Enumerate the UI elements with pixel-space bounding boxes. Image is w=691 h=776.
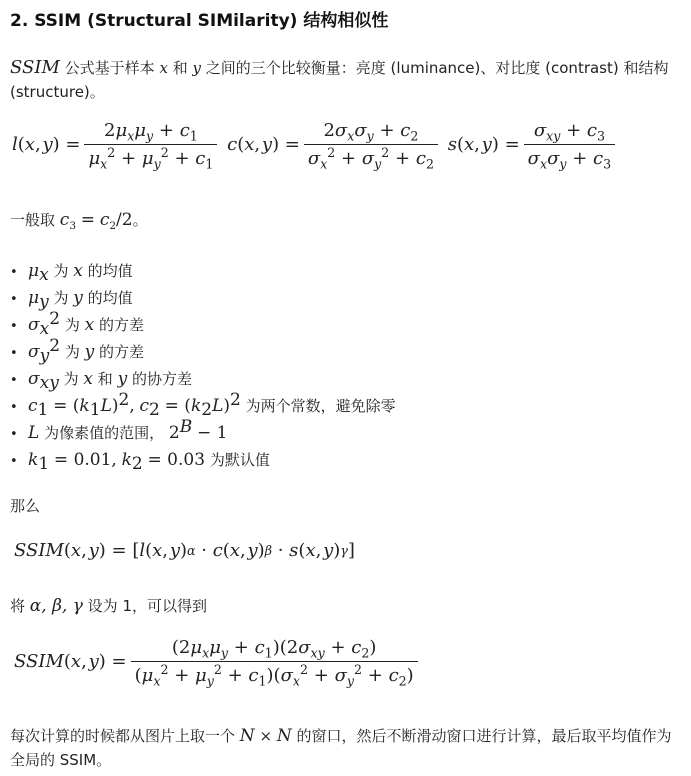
list-item: • $c_1 = (k_1L)^2$, $c_2 = (k_2L)^2$ 为两个常数，避免除零 bbox=[10, 390, 396, 420]
list-item: • L 为像素值的范围， $2^B - 1$ bbox=[10, 417, 228, 443]
variable-list bbox=[10, 258, 396, 474]
c3-note: 一般取 $c_3 = c_2/2$。 bbox=[10, 210, 148, 232]
then-text: 那么 bbox=[10, 497, 41, 515]
ssim-product-formula: SSIM ( x , y ) = [ l ( x , y ) α · c ( x , y ) β · s ( x , y ) γ ] bbox=[14, 540, 355, 561]
list-item: • $\sigma_x^2$ 为 x 的方差 bbox=[10, 309, 144, 339]
list-item: • $\mu_y$ 为 y 的均值 bbox=[10, 288, 133, 312]
intro-paragraph: SSIM 公式基于样本 x 和 y 之间的三个比较衡量：亮度 (luminance)、对比度 (contrast) 和结构 (structure)。 bbox=[10, 57, 669, 101]
list-item: • $\sigma_y^2$ 为 y 的方差 bbox=[10, 336, 145, 366]
list-item: • $k_1 = 0.01$, $k_2 = 0.03$ 为默认值 bbox=[10, 450, 270, 474]
final-paragraph: 每次计算的时候都从图片上取一个 N × N 的窗口，然后不断滑动窗口进行计算，最后取平均值作为全局的 SSIM。 bbox=[10, 726, 672, 769]
component-formulas: l ( x , y ) = $\frac{2\mu_x\mu_y + c_1}{\mu_x^2 + \mu_y^2 + c_1}$ c ( x , y ) = $\frac{2\sigma_x\sigma_y + c_2}{\sigma_x^2 + \sigma_y^2 + c_2}$ s ( x , y ) = $\frac{\sigma_{xy} + c_3}{\sigma_x\sigma_y + c_3}$ bbox=[12, 120, 619, 169]
list-item: • $\sigma_{xy}$ 为 x 和 y 的协方差 bbox=[10, 369, 192, 393]
list-item: • $\mu_x$ 为 x 的均值 bbox=[10, 261, 133, 285]
section-heading: 2. SSIM (Structural SIMilarity) 结构相似性 bbox=[10, 11, 389, 31]
ssim-full-formula: SSIM ( x , y ) = $\frac{(2\mu_x\mu_y + c_1)(2\sigma_{xy} + c_2)}{(\mu_x^2 + \mu_y^2 + c_1)(\sigma_x^2 + \sigma_y^2 + c_2)}$ bbox=[14, 637, 422, 686]
set-params-text: 将 α, β, γ 设为 1，可以得到 bbox=[10, 596, 207, 616]
